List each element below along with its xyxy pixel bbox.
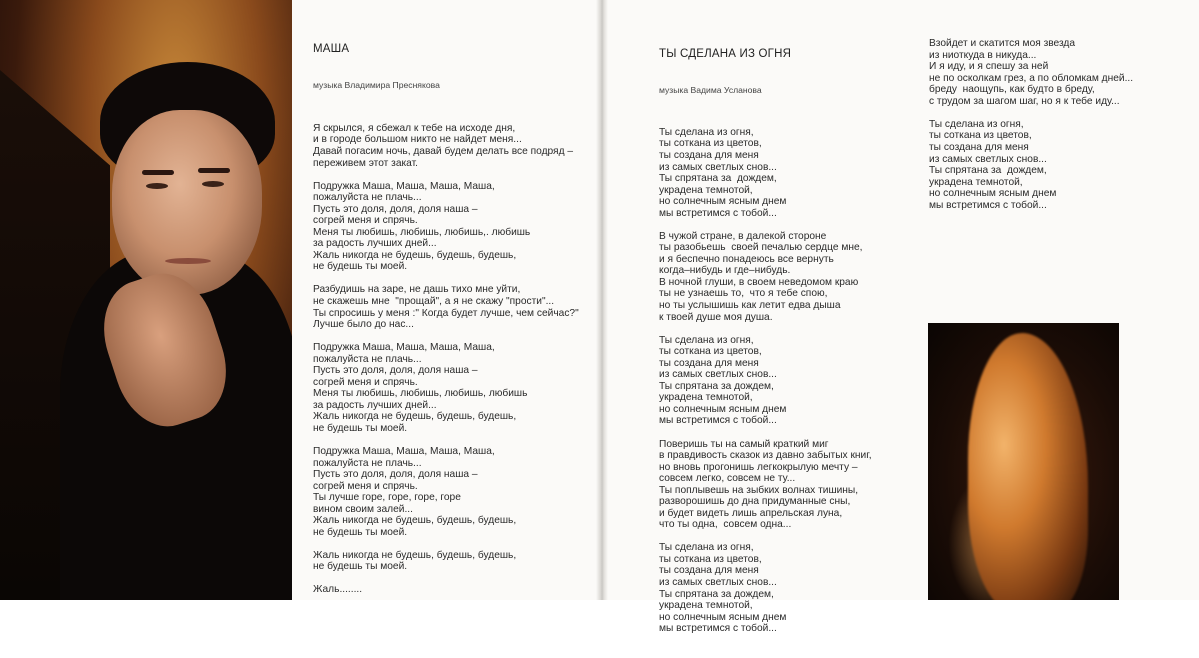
lyrics-stanza [313, 342, 579, 434]
lyrics-line: разворошишь до дна придуманные сны, [659, 496, 851, 508]
lyrics-line: в правдивость сказок из давно забытых книг, [659, 450, 872, 462]
lyrics-line: ты соткана из цветов, [659, 553, 762, 565]
lyrics-line: и в городе большом никто не найдет меня... [313, 134, 522, 146]
lyrics-line: пожалуйста не плачь... [313, 192, 422, 204]
lyrics-line: Ты сделана из огня, [659, 542, 754, 554]
lyrics-line: украдена темнотой, [659, 392, 753, 404]
singer-portrait-photo [0, 0, 292, 600]
lyrics-line: из самых светлых снов... [659, 369, 777, 381]
lyrics-line: Ты спрятана за дождем, [929, 165, 1047, 177]
lyrics-line: из самых светлых снов... [659, 161, 777, 173]
lyrics-line: Ты лучше горе, горе, горе, горе [313, 492, 461, 504]
lyrics-line: согрей меня и спрячь. [313, 376, 418, 388]
lyrics-stanza [929, 119, 1133, 211]
lyrics-line: Пусть это доля, доля, доля наша – [313, 203, 478, 215]
lyrics-line: Ты спрятана за дождем, [659, 588, 774, 600]
lyrics-line: согрей меня и спрячь. [313, 215, 418, 227]
lyrics-line: с трудом за шагом шаг, но я к тебе иду... [929, 95, 1120, 107]
lyrics-stanza [313, 446, 579, 538]
lyrics-line: но солнечным ясным днем [659, 611, 787, 623]
lyrics-line: согрей меня и спрячь. [313, 480, 418, 492]
lyrics-stanza [313, 181, 579, 273]
lyrics-line: Ты спросишь у меня :" Когда будет лучше, чем сейчас?" [313, 307, 579, 319]
song2-lyrics [659, 26, 872, 658]
lyrics-line: не по осколкам грез, а по обломкам дней... [929, 72, 1134, 84]
lyrics-line: но вновь прогонишь легкокрылую мечту – [659, 461, 858, 473]
lyrics-line: украдена темнотой, [659, 600, 753, 612]
lyrics-line: но солнечным ясным днем [659, 403, 787, 415]
lyrics-line: мы встретимся с тобой... [659, 207, 777, 219]
lyrics-line: Жаль никогда не будешь, будешь, будешь, [313, 249, 517, 261]
lyrics-line: что ты одна, совсем одна... [659, 519, 792, 531]
lyrics-line: совсем легко, совсем не ту... [659, 473, 796, 485]
lyrics-line: за радость лучших дней... [313, 399, 437, 411]
lyrics-line: Давай погасим ночь, давай будем делать все подряд – [313, 145, 574, 157]
lyrics-line: Меня ты любишь, любишь, любишь,. любишь [313, 226, 531, 238]
lyrics-line: ты соткана из цветов, [659, 346, 762, 358]
lyrics-line: Ты спрятана за дождем, [659, 380, 774, 392]
lyrics-line: и я беспечно понадеюсь все вернуть [659, 253, 834, 265]
lyrics-line: Я скрылся, я сбежал к тебе на исходе дня, [313, 122, 516, 134]
lyrics-line: ты разобьешь своей печалью сердце мне, [659, 242, 863, 254]
lyrics-line: ты создана для меня [659, 565, 759, 577]
song1-title: МАША [313, 43, 350, 56]
lyrics-line: к твоей душе моя душа. [659, 311, 773, 323]
lyrics-line: ты не узнаешь то, что я тебе спою, [659, 288, 828, 300]
lyrics-line: из самых светлых снов... [659, 577, 777, 589]
lyrics-line: Жаль никогда не будешь, будешь, будешь, [313, 515, 517, 527]
lyrics-line: Ты сделана из огня, [659, 126, 754, 138]
lyrics-line: ты соткана из цветов, [929, 130, 1032, 142]
lyrics-line: переживем этот закат. [313, 157, 418, 169]
lyrics-stanza [659, 542, 872, 634]
lyrics-line: ты соткана из цветов, [659, 138, 762, 150]
lyrics-line: Ты сделана из огня, [659, 334, 754, 346]
lyrics-stanza [313, 123, 579, 169]
lyrics-line: за радость лучших дней... [313, 238, 437, 250]
lyrics-line: Лучше было до нас... [313, 319, 414, 331]
lyrics-line: не будешь ты моей. [313, 261, 408, 273]
lyrics-line: ты создана для меня [659, 149, 759, 161]
lyrics-line: но солнечным ясным днем [659, 196, 787, 208]
song2-title: ТЫ СДЕЛАНА ИЗ ОГНЯ [659, 48, 792, 61]
lyrics-line: Пусть это доля, доля, доля наша – [313, 469, 478, 481]
lyrics-line: но солнечным ясным днем [929, 188, 1057, 200]
lyrics-line: вином своим залей... [313, 503, 413, 515]
lyrics-line: В ночной глуши, в своем неведомом краю [659, 276, 859, 288]
song2-subtitle: музыка Вадима Усланова [659, 84, 762, 95]
lyrics-line: Подружка Маша, Маша, Маша, Маша, [313, 342, 495, 354]
lyrics-line: мы встретимся с тобой... [929, 199, 1047, 211]
lyrics-line: украдена темнотой, [659, 184, 753, 196]
lyrics-line: Жаль........ [313, 584, 363, 596]
lyrics-line: Ты спрятана за дождем, [659, 173, 777, 185]
lyrics-line: не будешь ты моей. [313, 561, 408, 573]
lyrics-line: пожалуйста не плачь... [313, 457, 422, 469]
lyrics-stanza [659, 335, 872, 427]
lyrics-line: Взойдет и скатится моя звезда [929, 38, 1076, 50]
lyrics-stanza [929, 38, 1133, 107]
lyrics-stanza [313, 284, 579, 330]
lyrics-line: Ты сделана из огня, [929, 118, 1024, 130]
lyrics-line: Меня ты любишь, любишь, любишь, любишь [313, 388, 528, 400]
booklet-fold [596, 0, 608, 600]
song2-lyrics-continued [929, 15, 1133, 234]
lyrics-stanza [659, 127, 872, 219]
song1-subtitle: музыка Владимира Преснякова [313, 79, 440, 90]
lyrics-line: мы встретимся с тобой... [659, 415, 777, 427]
lyrics-line: украдена темнотой, [929, 176, 1023, 188]
lyrics-line: из ниоткуда в никуда... [929, 49, 1037, 61]
lyrics-stanza [313, 584, 579, 596]
lyrics-line: и будет видеть лишь апрельская луна, [659, 507, 843, 519]
lyrics-line: Разбудишь на заре, не дашь тихо мне уйти, [313, 284, 521, 296]
lyrics-line: пожалуйста не плачь... [313, 353, 422, 365]
lyrics-stanza [659, 439, 872, 531]
lyrics-line: не скажешь мне "прощай", а я не скажу "прости"... [313, 295, 555, 307]
lyrics-line: Пусть это доля, доля, доля наша – [313, 365, 478, 377]
lyrics-line: В чужой стране, в далекой стороне [659, 230, 827, 242]
lyrics-line: не будешь ты моей. [313, 526, 408, 538]
lyrics-line: из самых светлых снов... [929, 153, 1047, 165]
lyrics-line: Подружка Маша, Маша, Маша, Маша, [313, 446, 495, 457]
lyrics-line: Ты поплывешь на зыбких волнах тишины, [659, 484, 859, 496]
lyrics-line: ты создана для меня [929, 141, 1029, 153]
song1-lyrics [313, 21, 579, 619]
lyrics-line: но ты услышишь как летит едва дыша [659, 300, 841, 312]
lyrics-line: Жаль никогда не будешь, будешь, будешь, [313, 411, 517, 423]
lyrics-line: ты создана для меня [659, 357, 759, 369]
lyrics-line: мы встретимся с тобой... [659, 623, 777, 635]
lyrics-stanza [659, 231, 872, 323]
figure-art-photo [928, 323, 1119, 600]
lyrics-line: когда–нибудь и где–нибудь. [659, 265, 791, 277]
lyrics-line: бреду наощупь, как будто в бреду, [929, 84, 1095, 96]
lyrics-line: Жаль никогда не будешь, будешь, будешь, [313, 549, 517, 561]
lyrics-line: Подружка Маша, Маша, Маша, Маша, [313, 180, 495, 192]
lyrics-line: не будешь ты моей. [313, 422, 408, 434]
lyrics-line: И я иду, и я спешу за ней [929, 61, 1049, 73]
lyrics-stanza [313, 550, 579, 573]
lyrics-line: Поверишь ты на самый краткий миг [659, 438, 829, 450]
